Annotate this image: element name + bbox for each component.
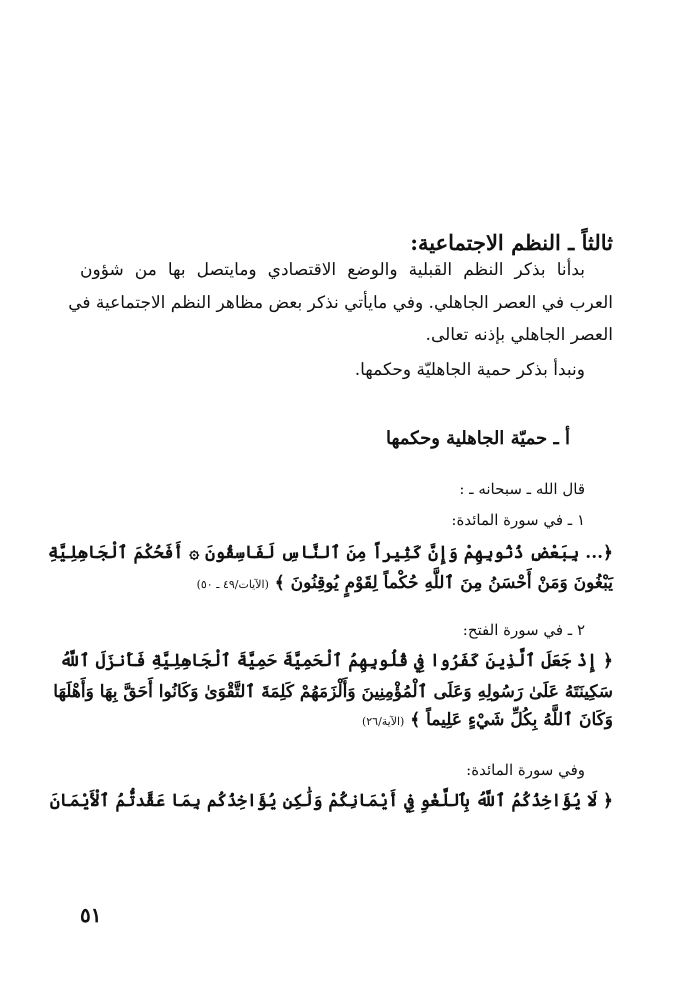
item-label: وفي سورة المائدة: bbox=[466, 761, 585, 779]
page-number: ٥١ bbox=[80, 903, 102, 927]
item-label: ١ ـ في سورة المائدة: bbox=[451, 511, 585, 529]
verse-text: يَبْغُونَ وَمَنْ أَحْسَنُ مِنَ ٱللَّهِ حُكْماً لِقَوْمٍ يُوقِنُونَ ﴾ bbox=[274, 573, 613, 593]
subsection-title: أ ـ حميّة الجاهلية وحكمها bbox=[385, 428, 570, 449]
verse-line: سَكِينَتَهُ عَلَىٰ رَسُولِهِ وَعَلَى ٱلْمُؤْمِنِينَ وَأَلْزَمَهُمْ كَلِمَةَ ٱلتَّقْوَىٰ وَكَانُوا أَحَقَّ بِهَا وَأَهْلَهَا bbox=[53, 682, 613, 702]
verse-line bbox=[80, 712, 613, 729]
verse-line: ﴿ إِذْ جَعَلَ ٱلَّذِينَ كَفَرُوا فِي قُلُوبِهِمُ ٱلْحَمِيَّةَ حَمِيَّةَ ٱلْجَاهِلِيَّةِ فَأَنزَلَ ٱللَّهُ bbox=[59, 651, 613, 671]
paragraph-line: بدأنا بذكر النظم القبلية والوضع الاقتصادي ومايتصل بها من شؤون bbox=[80, 260, 585, 280]
paragraph-line: العرب في العصر الجاهلي. وفي مايأتي نذكر بعض مظاهر النظم الاجتماعية في bbox=[68, 293, 613, 313]
verse-line bbox=[80, 575, 613, 592]
verse-reference: (الآية/٢٦) bbox=[361, 715, 405, 728]
paragraph-line: ونبدأ بذكر حمية الجاهليّة وحكمها. bbox=[354, 360, 585, 380]
quote-intro: قال الله ـ سبحانه ـ : bbox=[459, 480, 585, 498]
verse-line: ﴿... بِبَعْضِ ذُنُوبِهِمْ وَإِنَّ كَثِيراً مِنَ ٱلنَّاسِ لَفَاسِقُونَ ۞ أَفَحُكْمَ ٱلْجَاهِلِيَّةِ bbox=[47, 543, 613, 563]
verse-reference: (الآيات/٤٩ ـ ٥٠) bbox=[196, 578, 269, 591]
section-title: ثالثاً ـ النظم الاجتماعية: bbox=[410, 230, 613, 255]
verse-line: ﴿ لَا يُؤَاخِذُكُمُ ٱللَّهُ بِٱللَّغْوِ فِي أَيْمَانِكُمْ وَلَٰكِن يُؤَاخِذُكُم بِمَا عَقَّدتُّمُ ٱلْأَيْمَانَ bbox=[49, 791, 613, 811]
verse-text: وَكَانَ ٱللَّهُ بِكُلِّ شَيْءٍ عَلِيماً ﴾ bbox=[410, 710, 613, 730]
item-label: ٢ ـ في سورة الفتح: bbox=[462, 621, 585, 639]
paragraph-line: العصر الجاهلي بإذنه تعالى. bbox=[425, 325, 613, 345]
